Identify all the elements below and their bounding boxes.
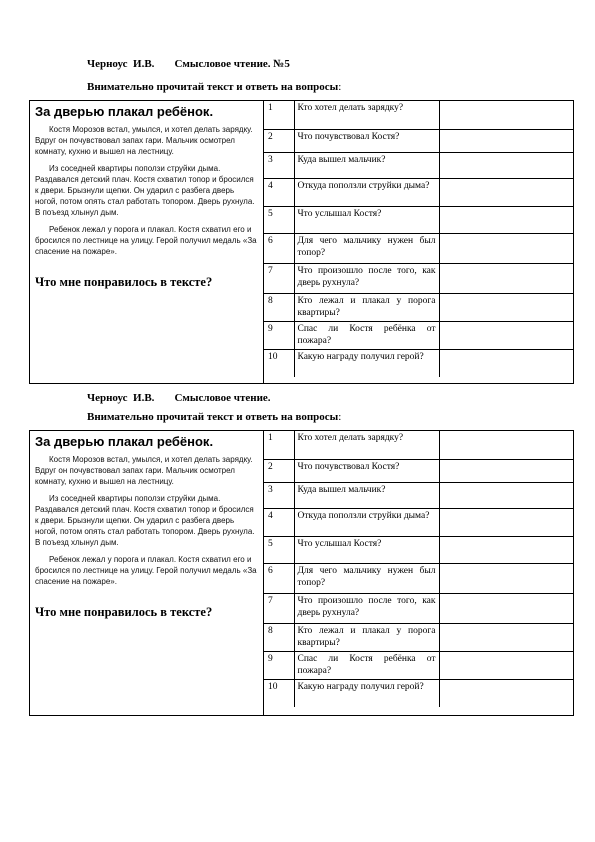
question-text: Что почувствовал Костя? [294,129,439,152]
question-text: Что произошло после того, как дверь рухнула? [294,263,439,293]
question-text: Что произошло после того, как дверь рухнула? [294,593,439,623]
answer-cell[interactable] [439,459,574,482]
question-number: 2 [264,459,294,482]
question-row [264,178,574,206]
instruction-text: Внимательно прочитай текст и ответь на вопросы [87,81,339,93]
answer-cell[interactable] [439,152,574,178]
question-text: Что услышал Костя? [294,536,439,563]
answer-cell[interactable] [439,349,574,377]
worksheet-1-header [87,58,290,70]
questions-table [264,431,574,707]
question-number: 9 [264,321,294,349]
question-number: 5 [264,206,294,233]
question-row [264,459,574,482]
answer-cell[interactable] [439,101,574,129]
answer-cell[interactable] [439,233,574,263]
answer-cell[interactable] [439,431,574,459]
question-number: 1 [264,101,294,129]
question-row [264,536,574,563]
question-number: 7 [264,263,294,293]
question-row [264,482,574,508]
answer-cell[interactable] [439,536,574,563]
question-text: Для чего мальчику нужен был топор? [294,233,439,263]
question-number: 4 [264,178,294,206]
question-number: 10 [264,349,294,377]
worksheet-1-instruction [87,81,341,93]
question-text: Кто лежал и плакал у порога квартиры? [294,623,439,651]
story-paragraph: Из соседней квартиры поползи струйки дыма. Раздавался детский плач. Костя схватил топор и бросился к двери. Брызнули щепки. Он ударил с разбега дверь ногой, потом опять стал работать топором. Дверь рухнула. В поъезд хлынул дым. [35,164,255,217]
question-text: Какую награду получил герой? [294,349,439,377]
answer-cell[interactable] [439,623,574,651]
question-row [264,206,574,233]
question-row [264,563,574,593]
answer-cell[interactable] [439,129,574,152]
question-number: 3 [264,152,294,178]
question-text: Куда вышел мальчик? [294,152,439,178]
story-paragraph: Костя Морозов встал, умылся, и хотел делать зарядку. Вдруг он почувствовал запах гари. Мальчик осмотрел комнату, кухню и вышел на лестницу. [35,125,253,156]
worksheet-subject: Смысловое чтение. №5 [174,58,290,70]
question-row [264,651,574,679]
worksheet-2 [29,430,574,716]
story-panel [30,431,264,715]
answer-cell[interactable] [439,651,574,679]
instruction-text: Внимательно прочитай текст и ответь на вопросы [87,411,339,423]
question-row [264,101,574,129]
answer-cell[interactable] [439,263,574,293]
questions-table [264,101,574,377]
question-row [264,321,574,349]
question-number: 10 [264,679,294,707]
question-row [264,593,574,623]
answer-cell[interactable] [439,508,574,536]
question-text: Куда вышел мальчик? [294,482,439,508]
question-text: Спас ли Костя ребёнка от пожара? [294,651,439,679]
question-text: Что почувствовал Костя? [294,459,439,482]
question-row [264,349,574,377]
author-name: Черноус И.В. [87,392,155,404]
worksheet-2-instruction [87,411,341,423]
question-text: Спас ли Костя ребёнка от пожара? [294,321,439,349]
question-text: Для чего мальчику нужен был топор? [294,563,439,593]
instruction-colon: : [338,411,342,423]
instruction-colon: : [338,81,342,93]
question-number: 8 [264,623,294,651]
question-text: Что услышал Костя? [294,206,439,233]
reflection-prompt: Что мне понравилось в тексте? [35,605,213,619]
reflection-prompt: Что мне понравилось в тексте? [35,275,213,289]
author-name: Черноус И.В. [87,58,155,70]
question-text: Кто хотел делать зарядку? [294,101,439,129]
question-row [264,129,574,152]
story-panel [30,101,264,383]
question-number: 4 [264,508,294,536]
answer-cell[interactable] [439,293,574,321]
answer-cell[interactable] [439,206,574,233]
question-row [264,508,574,536]
story-paragraph: Ребенок лежал у порога и плакал. Костя схватил его и бросился по лестнице на улицу. Герой получил медаль «За спасение на пожаре». [35,555,257,586]
question-number: 9 [264,651,294,679]
worksheet-2-header [87,392,271,404]
story-paragraph: Из соседней квартиры поползи струйки дыма. Раздавался детский плач. Костя схватил топор и бросился к двери. Брызнули щепки. Он ударил с разбега дверь ногой, потом опять стал работать топором. Дверь рухнула. В поъезд хлынул дым. [35,494,255,547]
question-number: 6 [264,563,294,593]
answer-cell[interactable] [439,178,574,206]
answer-cell[interactable] [439,563,574,593]
question-number: 3 [264,482,294,508]
answer-cell[interactable] [439,482,574,508]
question-row [264,263,574,293]
answer-cell[interactable] [439,679,574,707]
question-number: 5 [264,536,294,563]
worksheet-1 [29,100,574,384]
story-title: За дверью плакал ребёнок. [35,104,214,119]
question-number: 6 [264,233,294,263]
question-text: Откуда поползли струйки дыма? [294,178,439,206]
question-row [264,293,574,321]
question-text: Кто хотел делать зарядку? [294,431,439,459]
answer-cell[interactable] [439,321,574,349]
question-text: Какую награду получил герой? [294,679,439,707]
question-number: 1 [264,431,294,459]
question-row [264,679,574,707]
story-title: За дверью плакал ребёнок. [35,434,214,449]
story-paragraph: Ребенок лежал у порога и плакал. Костя схватил его и бросился по лестнице на улицу. Герой получил медаль «За спасение на пожаре». [35,225,257,256]
question-number: 2 [264,129,294,152]
worksheet-subject: Смысловое чтение. [174,392,271,404]
question-text: Откуда поползли струйки дыма? [294,508,439,536]
question-number: 8 [264,293,294,321]
question-text: Кто лежал и плакал у порога квартиры? [294,293,439,321]
question-row [264,623,574,651]
story-paragraph: Костя Морозов встал, умылся, и хотел делать зарядку. Вдруг он почувствовал запах гари. Мальчик осмотрел комнату, кухню и вышел на лестницу. [35,455,253,486]
question-row [264,152,574,178]
question-row [264,233,574,263]
question-row [264,431,574,459]
answer-cell[interactable] [439,593,574,623]
question-number: 7 [264,593,294,623]
